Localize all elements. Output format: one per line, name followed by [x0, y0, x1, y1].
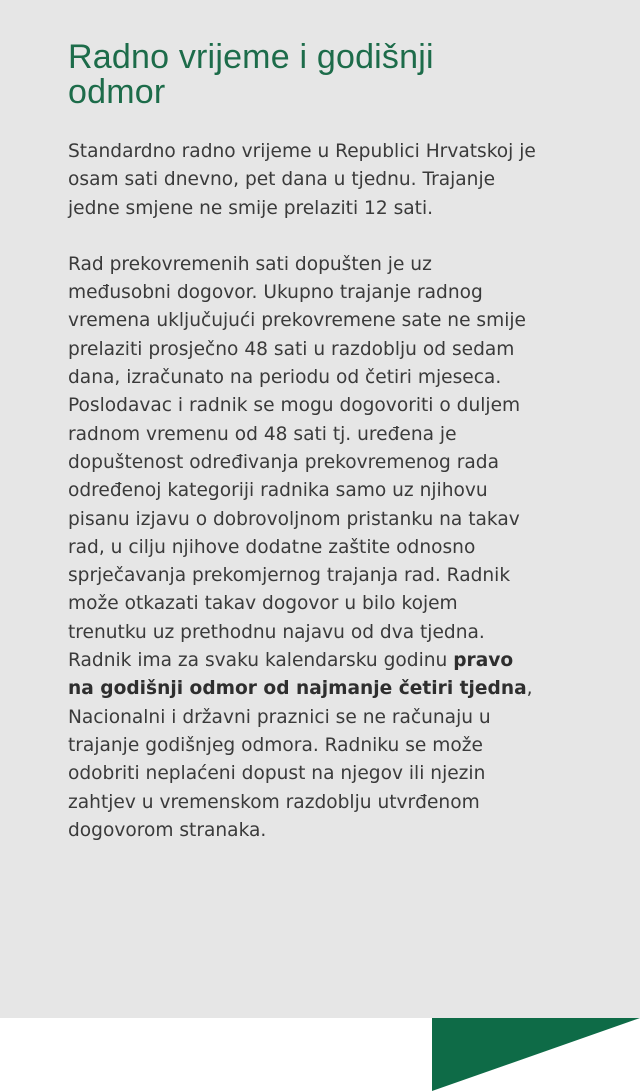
- page-title: Radno vrijeme i godišnji odmor: [68, 38, 434, 111]
- article: [68, 40, 538, 845]
- leave-text-highlight: pravo na godišnji odmor od najmanje četiri tjedna: [68, 650, 527, 700]
- overtime-text: Rad prekovremenih sati dopušten je uz međusobni dogovor. Ukupno trajanje radnog vremena uključujući prekovremene sate ne smije prelaziti prosječno 48 sati u razdoblju od sedam dana, izračunato na periodu od četiri mjeseca. Poslodavac i radnik se mogu dogovoriti o duljem radnom vremenu od 48 sati tj. uređena je dopuštenost određivanja prekovremenog rada određenoj kategoriji radnika samo uz njihovu pisanu izjavu o dobrovoljnom pristanku na takav rad, u cilju njihove dodatne zaštite odnosno sprječavanja prekomjernog trajanja rad. Radnik može otkazati takav dogovor u bilo kojem trenutku uz prethodnu najavu od dva tjedna.: [68, 253, 526, 643]
- paragraph-working-hours: Standardno radno vrijeme u Republici Hrvatskoj je osam sati dnevno, pet dana u tjednu. Trajanje jedne smjene ne smije prelaziti 12 sati.: [68, 141, 536, 219]
- paragraph-overtime: [68, 251, 538, 845]
- leave-text-rest: , Nacionalni i državni praznici se ne računaju u trajanje godišnjeg odmora. Radniku se može odobriti neplaćeni dopust na njegov ili njezin zahtjev u vremenskom razdoblju utvrđenom dogovorom stranaka.: [68, 678, 533, 841]
- corner-fold-shape: [432, 1018, 640, 1091]
- leave-text-intro: Radnik ima za svaku kalendarsku godinu: [68, 650, 454, 672]
